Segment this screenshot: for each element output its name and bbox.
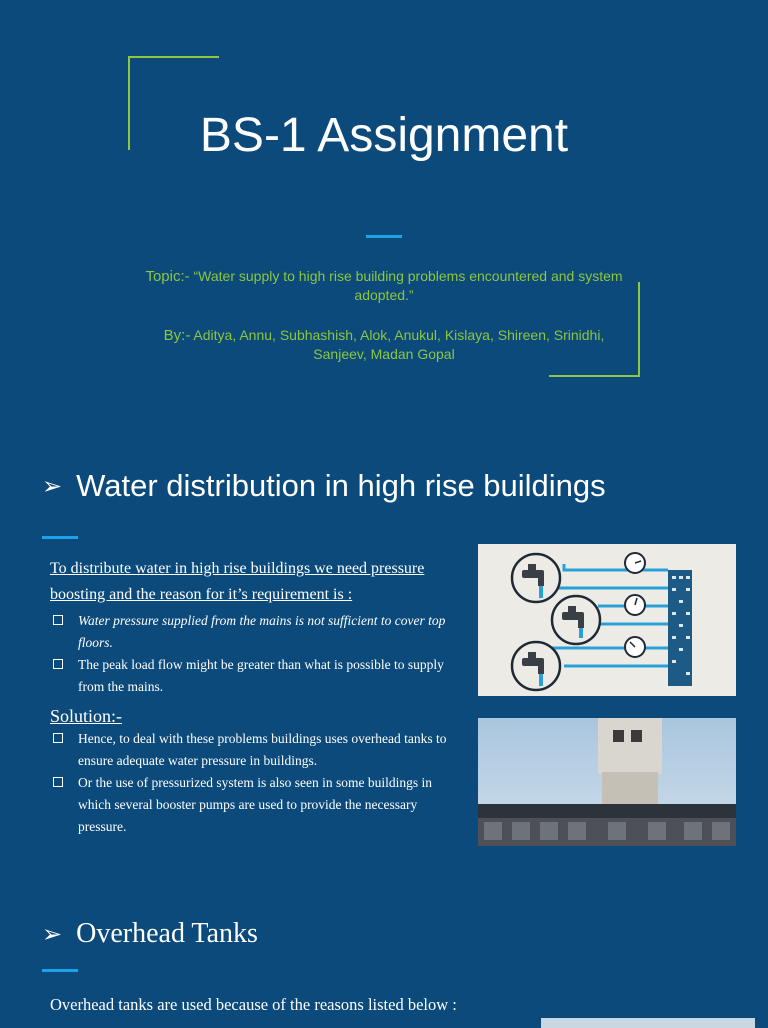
list-item-text: Hence, to deal with these problems buildings uses overhead tanks to ensure adequate water pressure in buildings.: [78, 731, 447, 768]
pressure-diagram-image: [478, 544, 736, 696]
list-item: [50, 728, 460, 772]
problem-list: [50, 610, 460, 698]
frame-corner-top-left: [128, 56, 219, 58]
list-item-text: Or the use of pressurized system is also seen in some buildings in which several booster pumps are used to provide the necessary pressure.: [78, 775, 432, 834]
arrow-bullet-icon: ➢: [42, 472, 63, 500]
list-item-text: Water pressure supplied from the mains is not sufficient to cover top floors.: [78, 613, 446, 650]
title-slide: [0, 0, 768, 420]
intro-text: Overhead tanks are used because of the reasons listed below :: [50, 995, 457, 1014]
solution-list: [50, 728, 460, 838]
heading-accent-line: [42, 536, 78, 539]
slide-heading-text: Water distribution in high rise buildings: [76, 468, 606, 503]
topic-text: [140, 267, 628, 305]
list-item-text: The peak load flow might be greater than what is possible to supply from the mains.: [78, 657, 444, 694]
authors-value: Aditya, Annu, Subhashish, Alok, Anukul, Kislaya, Shireen, Srinidhi, Sanjeev, Madan Gopal: [190, 327, 605, 362]
overhead-tank-photo: [478, 718, 736, 846]
slide-heading: [42, 468, 606, 504]
slide-heading-text: Overhead Tanks: [76, 918, 258, 949]
overhead-tank-image: [541, 1018, 755, 1028]
presentation-title: BS-1 Assignment: [199, 109, 569, 162]
authors-label: By:-: [163, 327, 191, 344]
heading-accent-line: [42, 969, 78, 972]
intro-text: To distribute water in high rise buildings we need pressure boosting and the reason for it’s requirement is :: [50, 560, 425, 603]
overhead-tanks-slide: [0, 890, 768, 1024]
checkbox-bullet-icon: [53, 777, 63, 787]
slide-body: [50, 556, 460, 838]
list-item: [50, 610, 460, 654]
list-item: [50, 654, 460, 698]
topic-label: Topic:-: [145, 268, 190, 285]
frame-corner-bottom-right-vertical: [638, 282, 640, 377]
checkbox-bullet-icon: [53, 659, 63, 669]
arrow-bullet-icon: ➢: [42, 920, 63, 948]
checkbox-bullet-icon: [53, 615, 63, 625]
solution-heading: Solution:-: [50, 706, 123, 726]
list-item: [50, 772, 460, 838]
frame-corner-bottom-right: [549, 375, 640, 377]
checkbox-bullet-icon: [53, 733, 63, 743]
authors-text: [140, 326, 628, 364]
title-accent-line: [366, 235, 402, 238]
water-distribution-slide: [0, 420, 768, 890]
slide-heading: [42, 918, 258, 950]
topic-value: “Water supply to high rise building problems encountered and system adopted.”: [189, 268, 623, 303]
